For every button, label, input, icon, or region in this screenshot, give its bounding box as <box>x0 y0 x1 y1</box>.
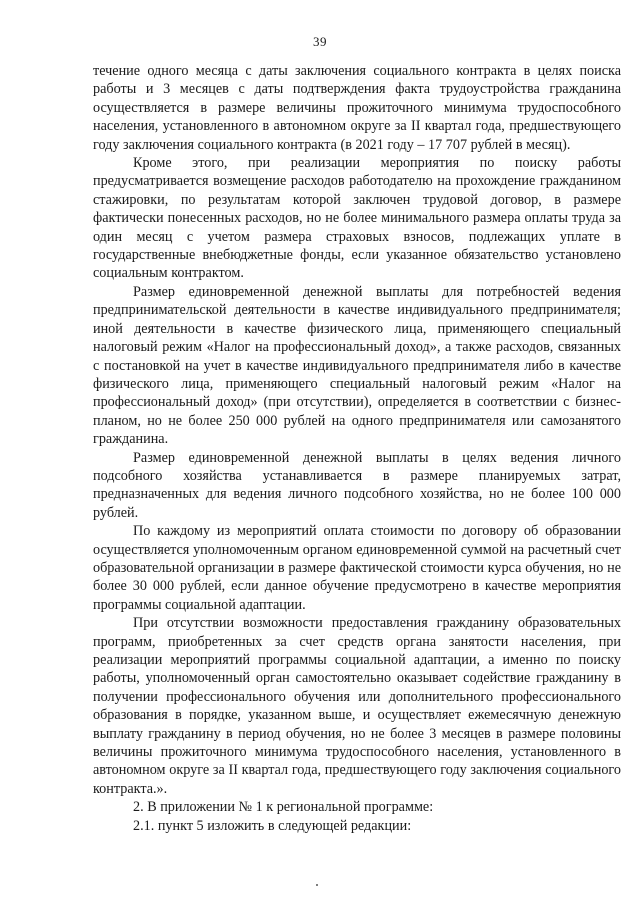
paragraph-training-assistance: При отсутствии возможности предоставления гражданину образовательных программ, приобретенных за счет средств органа занятости населения, при реализации мероприятий программы социальной адаптации, а именно по поиску работы, уполномоченный орган самостоятельно оказывает содействие гражданину в получении профессионального обучения или дополнительного профессионального образования в порядке, указанном выше, и осуществляет ежемесячную денежную выплату гражданину в период обучения, но не более 3 месяцев в размере половины величины прожиточного минимума трудоспособного населения, установленного в автономном округе за II квартал года, предшествующего году заключения социального контракта.». <box>93 615 621 797</box>
paragraph-education-payment: По каждому из мероприятий оплата стоимости по договору об образовании осуществляется уполномоченным органом единовременной суммой на расчетный счет образовательной организации в размере фактической стоимости курса обучения, но не более 30 000 рублей, если данное обучение предусмотрено в качестве мероприятия программы социальной адаптации. <box>93 523 621 613</box>
document-body <box>93 62 621 835</box>
paragraph-job-search-payment: течение одного месяца с даты заключения социального контракта в целях поиска работы и 3 месяцев с даты подтверждения факта трудоустройства гражданина осуществляется в размере величины прожиточного минимума трудоспособного населения, установленного в автономном округе за II квартал года, предшествующего году заключения социального контракта (в 2021 году – 17 707 рублей в месяц). <box>93 63 621 153</box>
scan-speck <box>316 884 318 886</box>
page-number: 39 <box>313 34 327 49</box>
paragraph-appendix-amendment: 2. В приложении № 1 к региональной программе: <box>133 799 434 816</box>
paragraph-item-5-amendment: 2.1. пункт 5 изложить в следующей редакции: <box>133 817 412 834</box>
paragraph-internship-reimbursement: Кроме этого, при реализации мероприятия по поиску работы предусматривается возмещение расходов работодателю на прохождение гражданином стажировки, по результатам которой заключен трудовой договор, в размере фактически понесенных расходов, но не более минимального размера оплаты труда за один месяц с учетом размера страховых взносов, подлежащих уплате в государственные внебюджетные фонды, если указанное обязательство установлено социальным контрактом. <box>93 155 621 282</box>
paragraph-entrepreneurship-payment: Размер единовременной денежной выплаты для потребностей ведения предпринимательской деятельности в качестве индивидуального предпринимателя; иной деятельности в качестве физического лица, применяющего специальный налоговый режим «Налог на профессиональный доход», а также расходов, связанных с постановкой на учет в качестве индивидуального предпринимателя либо в качестве физического лица, применяющего специальный налоговый режим «Налог на профессиональный доход» (при отсутствии), определяется в соответствии с бизнес-планом, но не более 250 000 рублей на одного предпринимателя или самозанятого гражданина. <box>93 283 621 448</box>
paragraph-household-payment: Размер единовременной денежной выплаты в целях ведения личного подсобного хозяйства устанавливается в размере планируемых затрат, предназначенных для ведения личного подсобного хозяйства, но не более 100 000 рублей. <box>93 449 621 521</box>
